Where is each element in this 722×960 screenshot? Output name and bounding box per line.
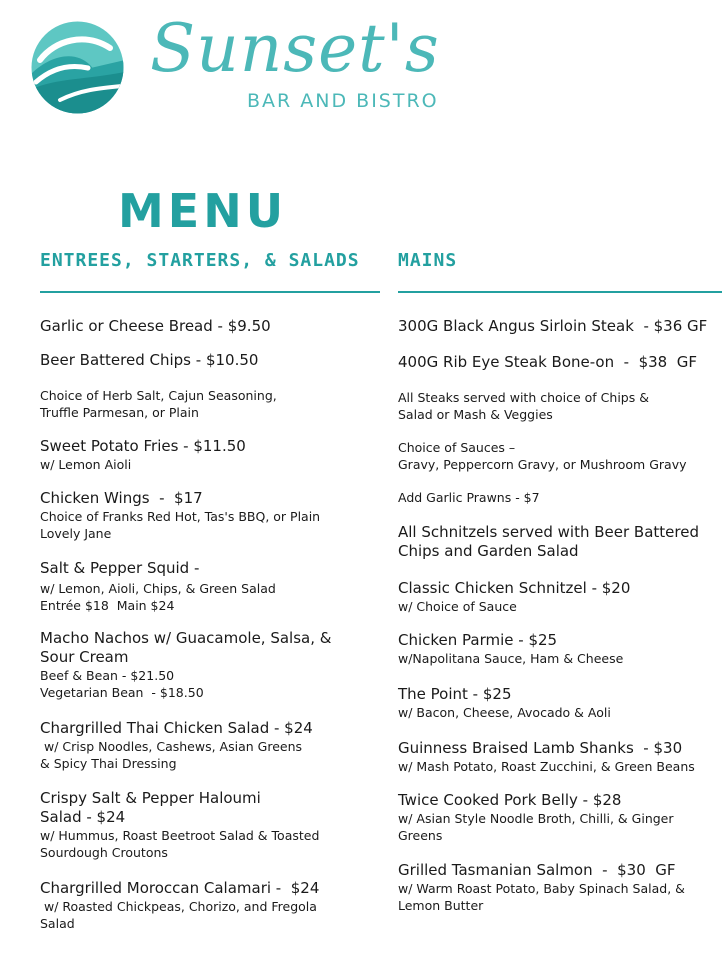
- left-column: [40, 250, 385, 931]
- menu-item: [40, 719, 385, 772]
- item-desc: Choice of Franks Red Hot, Tas's BBQ, or Plain: [40, 509, 321, 524]
- item-desc: Choice of Herb Salt, Cajun Seasoning,: [40, 388, 277, 403]
- item-title: 400G Rib Eye Steak Bone-on - $38 GF: [398, 353, 698, 371]
- item-desc: w/ Lemon, Aioli, Chips, & Green Salad: [40, 581, 276, 596]
- item-desc: Entrée $18 Main $24: [40, 598, 175, 613]
- item-title: All Schnitzels served with Beer Battered Chips and Garden Salad: [398, 523, 699, 560]
- item-title: Crispy Salt & Pepper Haloumi Salad - $24: [40, 789, 261, 826]
- item-desc: Beef & Bean - $21.50: [40, 668, 175, 683]
- menu-item: [398, 791, 720, 844]
- item-title: Salt & Pepper Squid -: [40, 559, 200, 577]
- item-title: 300G Black Angus Sirloin Steak - $36 GF: [398, 317, 708, 335]
- item-title: Beer Battered Chips - $10.50: [40, 351, 259, 369]
- menu-item: [40, 351, 385, 370]
- menu-item: [40, 317, 385, 336]
- item-desc: w/ Bacon, Cheese, Avocado & Aoli: [398, 705, 611, 720]
- column-heading: MAINS: [398, 250, 458, 271]
- wave-icon: [30, 20, 125, 115]
- item-desc: Sourdough Croutons: [40, 845, 168, 860]
- menu-item: [398, 861, 720, 914]
- item-desc: Lemon Butter: [398, 898, 484, 913]
- item-desc: w/ Asian Style Noodle Broth, Chilli, & Ginger: [398, 811, 674, 826]
- item-desc: Truffle Parmesan, or Plain: [40, 405, 199, 420]
- menu-item: [398, 523, 720, 561]
- item-desc: w/Napolitana Sauce, Ham & Cheese: [398, 651, 624, 666]
- brand-subtitle: BAR AND BISTRO: [247, 90, 439, 112]
- menu-item: [40, 387, 385, 421]
- item-title: Chargrilled Moroccan Calamari - $24: [40, 879, 320, 897]
- item-desc: Lovely Jane: [40, 526, 112, 541]
- item-desc: w/ Mash Potato, Roast Zucchini, & Green Beans: [398, 759, 695, 774]
- item-desc: Vegetarian Bean - $18.50: [40, 685, 204, 700]
- item-title: Twice Cooked Pork Belly - $28: [398, 791, 622, 809]
- item-title: Classic Chicken Schnitzel - $20: [398, 579, 631, 597]
- menu-item: [398, 317, 720, 336]
- menu-item: [40, 437, 385, 473]
- menu-item: [398, 353, 720, 372]
- item-desc: All Steaks served with choice of Chips &: [398, 390, 649, 405]
- item-title: Chicken Wings - $17: [40, 489, 203, 507]
- column-heading: ENTREES, STARTERS, & SALADS: [40, 250, 360, 271]
- item-title: Sweet Potato Fries - $11.50: [40, 437, 246, 455]
- menu-item: [398, 489, 720, 506]
- menu-item: [398, 389, 720, 423]
- menu-item: [398, 579, 720, 615]
- item-title: The Point - $25: [398, 685, 512, 703]
- item-desc: & Spicy Thai Dressing: [40, 756, 177, 771]
- menu-item: [398, 685, 720, 721]
- menu-item: [40, 489, 385, 542]
- item-desc: Salad or Mash & Veggies: [398, 407, 553, 422]
- item-title: Guinness Braised Lamb Shanks - $30: [398, 739, 683, 757]
- item-desc: Greens: [398, 828, 443, 843]
- brand-name: Sunset's: [150, 10, 440, 87]
- item-desc: w/ Hummus, Roast Beetroot Salad & Toasted: [40, 828, 320, 843]
- item-desc: w/ Lemon Aioli: [40, 457, 132, 472]
- item-desc: Choice of Sauces –: [398, 440, 516, 455]
- item-title: Macho Nachos w/ Guacamole, Salsa, & Sour Cream: [40, 629, 332, 666]
- divider: [398, 291, 722, 293]
- menu-title: MENU: [118, 184, 288, 238]
- divider: [40, 291, 380, 293]
- item-desc: w/ Roasted Chickpeas, Chorizo, and Fregola: [40, 899, 317, 914]
- menu-item: [40, 789, 385, 861]
- right-column: [398, 250, 720, 913]
- item-title: Chicken Parmie - $25: [398, 631, 558, 649]
- menu-item: [398, 631, 720, 667]
- item-desc: Salad: [40, 916, 75, 931]
- item-desc: w/ Warm Roast Potato, Baby Spinach Salad, &: [398, 881, 685, 896]
- menu-item: [398, 739, 720, 775]
- item-desc: Add Garlic Prawns - $7: [398, 490, 540, 505]
- item-desc: w/ Choice of Sauce: [398, 599, 517, 614]
- item-title: Garlic or Cheese Bread - $9.50: [40, 317, 271, 335]
- item-title: Grilled Tasmanian Salmon - $30 GF: [398, 861, 676, 879]
- menu-item: [40, 559, 385, 614]
- menu-item: [40, 629, 385, 701]
- item-title: Chargrilled Thai Chicken Salad - $24: [40, 719, 313, 737]
- menu-item: [398, 439, 720, 473]
- item-desc: Gravy, Peppercorn Gravy, or Mushroom Gravy: [398, 457, 687, 472]
- item-desc: w/ Crisp Noodles, Cashews, Asian Greens: [40, 739, 303, 754]
- menu-item: [40, 879, 385, 932]
